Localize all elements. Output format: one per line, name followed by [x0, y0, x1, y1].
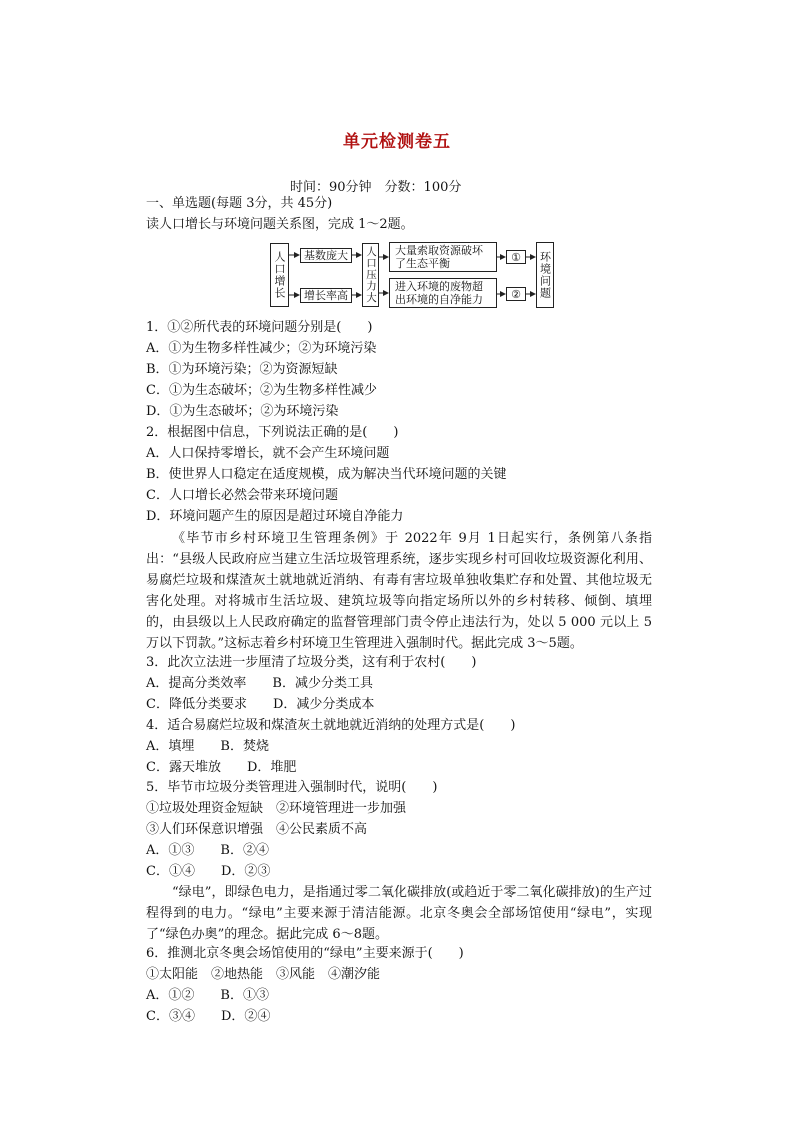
question-3-options-row-1: A．提高分类效率 B．减少分类工具	[146, 676, 373, 691]
question-2-option-d: D．环境问题产生的原因是超过环境自净能力	[146, 509, 404, 524]
question-2-option-c: C．人口增长必然会带来环境问题	[146, 488, 338, 503]
diagram-box-population-growth: 人口增长	[270, 243, 289, 307]
diagram-arrows	[270, 240, 556, 310]
question-1-stem: 1．①②所代表的环境问题分别是( )	[146, 320, 373, 335]
question-6-options-row-2: C．③④ D．②④	[146, 1009, 271, 1024]
diagram-box-high-rate: 增长率高	[300, 288, 352, 303]
diagram-box-environment-problem: 环境问题	[536, 242, 554, 308]
question-1-option-c: C．①为生态破坏；②为生物多样性减少	[146, 383, 377, 398]
question-4-options-row-2: C．露天堆放 D．堆肥	[146, 760, 297, 775]
question-5-statements-2: ③人们环保意识增强 ④公民素质不高	[146, 822, 368, 837]
question-6-statements: ①太阳能 ②地热能 ③风能 ④潮汐能	[146, 967, 381, 982]
passage-green-power: “绿电”，即绿色电力，是指通过零二氧化碳排放(或趋近于零二氧化碳排放)的生产过程得到的电力。“绿电”主要来源于清洁能源。北京冬奥会全部场馆使用“绿电”，实现了“绿色办奥”的理念。据此完成 6～8题。	[146, 885, 652, 942]
diagram-box-waste-exceed: 进入环境的废物超出环境的自净能力	[389, 278, 497, 308]
diagram-box-output-1: ①	[506, 250, 526, 264]
question-3-options-row-2: C．降低分类要求 D．减少分类成本	[146, 697, 375, 712]
question-2-option-a: A．人口保持零增长，就不会产生环境问题	[146, 446, 390, 461]
section-heading: 一、单选题(每题 3分，共 45分)	[146, 196, 333, 211]
question-6-stem: 6．推测北京冬奥会场馆使用的“绿电”主要来源于( )	[146, 946, 464, 961]
question-6-options-row-1: A．①② B．①③	[146, 988, 269, 1003]
page-title: 单元检测卷五	[343, 132, 451, 152]
diagram-box-large-base: 基数庞大	[300, 248, 352, 263]
diagram-box-pressure: 人口压力大	[362, 243, 379, 307]
exam-meta: 时间：90分钟 分数：100分	[290, 180, 462, 195]
question-1-option-d: D．①为生态破坏；②为环境污染	[146, 404, 339, 419]
question-2-option-b: B．使世界人口稳定在适度规模，成为解决当代环境问题的关键	[146, 467, 507, 482]
diagram-box-output-2: ②	[506, 287, 526, 301]
question-1-option-a: A．①为生物多样性减少；②为环境污染	[146, 341, 377, 356]
question-3-stem: 3．此次立法进一步厘清了垃圾分类，这有利于农村( )	[146, 655, 477, 670]
question-5-options-row-2: C．①④ D．②③	[146, 864, 271, 879]
diagram-box-resource-damage: 大量索取资源破坏了生态平衡	[389, 242, 497, 272]
question-5-statements-1: ①垃圾处理资金短缺 ②环境管理进一步加强	[146, 801, 407, 816]
passage-bijie-regulation: 《毕节市乡村环境卫生管理条例》于 2022年 9月 1日起实行，条例第八条指出：“县级人民政府应当建立生活垃圾管理系统，逐步实现乡村可回收垃圾资源化利用、易腐烂垃圾和煤渣灰土就地就近消纳、有毒有害垃圾单独收集贮存和处置、其他垃圾无害化处理。对将城市生活垃圾、建筑垃圾等向指定场所以外的乡村转移、倾倒、填埋的，由县级以上人民政府确定的监督管理部门责令停止违法行为，处以 5 000 元以上 5 万以下罚款。”这标志着乡村环境卫生管理进入强制时代。据此完成 3～5题。	[146, 531, 652, 651]
intro-text: 读人口增长与环境问题关系图，完成 1～2题。	[146, 217, 414, 232]
question-5-options-row-1: A．①③ B．②④	[146, 843, 269, 858]
question-2-stem: 2．根据图中信息，下列说法正确的是( )	[146, 425, 399, 440]
question-5-stem: 5．毕节市垃圾分类管理进入强制时代，说明( )	[146, 780, 438, 795]
question-4-stem: 4．适合易腐烂垃圾和煤渣灰土就地就近消纳的处理方式是( )	[146, 718, 516, 733]
relationship-diagram	[270, 240, 556, 310]
question-1-option-b: B．①为环境污染；②为资源短缺	[146, 362, 338, 377]
question-4-options-row-1: A．填埋 B．焚烧	[146, 739, 269, 754]
